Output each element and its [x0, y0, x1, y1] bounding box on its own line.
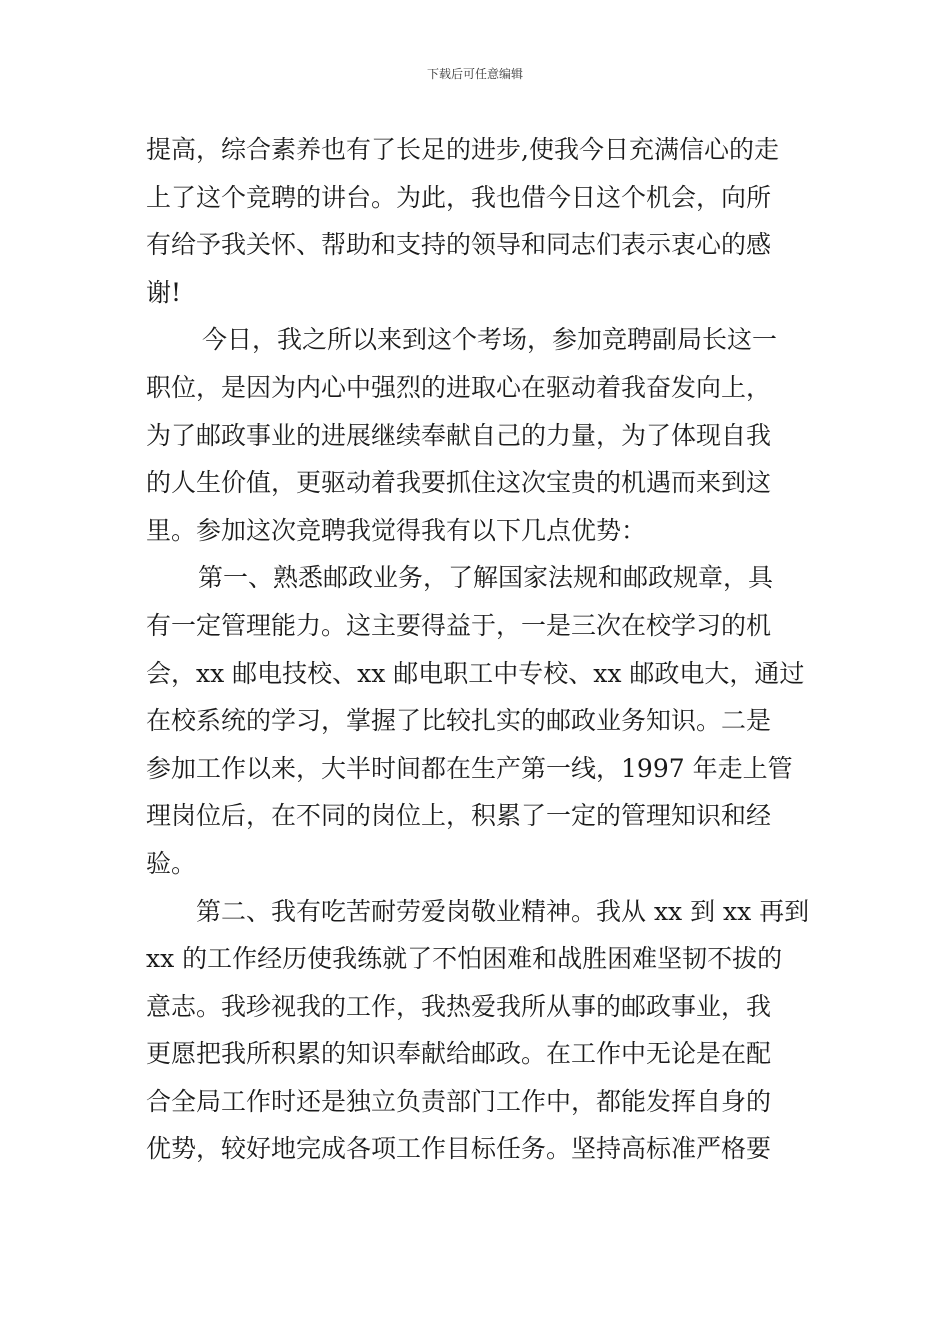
text-line: 今日，我之所以来到这个考场，参加竞聘副局长这一	[202, 325, 778, 355]
text-line: 合全局工作时还是独立负责部门工作中，都能发挥自身的	[146, 1086, 772, 1116]
paragraph-2	[146, 316, 812, 554]
paragraph-4	[146, 888, 812, 1174]
text-line: 职位，是因为内心中强烈的进取心在驱动着我奋发向上，	[146, 372, 772, 402]
text-line: 会，xx 邮电技校、xx 邮电职工中专校、xx 邮政电大，通过	[146, 658, 805, 688]
text-line: 优势，较好地完成各项工作目标任务。坚持高标准严格要	[146, 1134, 772, 1164]
paragraph-1	[146, 126, 812, 316]
text-line: 在校系统的学习，掌握了比较扎实的邮政业务知识。二是	[146, 706, 772, 736]
text-line: 的人生价值，更驱动着我要抓住这次宝贵的机遇而来到这	[146, 468, 772, 498]
paragraph-3	[146, 554, 812, 887]
text-line: 有给予我关怀、帮助和支持的领导和同志们表示衷心的感	[146, 230, 772, 260]
text-line: 理岗位后，在不同的岗位上，积累了一定的管理知识和经	[146, 801, 772, 831]
text-line: 第二、我有吃苦耐劳爱岗敬业精神。我从 xx 到 xx 再到	[196, 896, 810, 926]
text-line: 第一、熟悉邮政业务，了解国家法规和邮政规章，具	[198, 563, 774, 593]
text-line: 提高，综合素养也有了长足的进步,使我今日充满信心的走	[146, 135, 779, 164]
text-line: 验。	[146, 848, 197, 878]
text-line: 为了邮政事业的进展继续奉献自己的力量，为了体现自我	[146, 420, 772, 450]
text-line: 有一定管理能力。这主要得益于，一是三次在校学习的机	[146, 610, 772, 640]
document-body	[146, 126, 812, 1173]
text-line: xx 的工作经历使我练就了不怕困难和战胜困难坚韧不拔的	[146, 944, 783, 974]
page-header: 下载后可任意编辑	[426, 67, 523, 81]
text-line: 参加工作以来，大半时间都在生产第一线，1997 年走上管	[146, 753, 793, 783]
text-line: 更愿把我所积累的知识奉献给邮政。在工作中无论是在配	[146, 1039, 772, 1069]
text-line: 里。参加这次竞聘我觉得我有以下几点优势：	[146, 515, 647, 545]
text-line: 谢!	[146, 277, 182, 307]
text-line: 上了这个竞聘的讲台。为此，我也借今日这个机会，向所	[146, 182, 772, 212]
text-line: 意志。我珍视我的工作，我热爱我所从事的邮政事业，我	[146, 991, 772, 1021]
